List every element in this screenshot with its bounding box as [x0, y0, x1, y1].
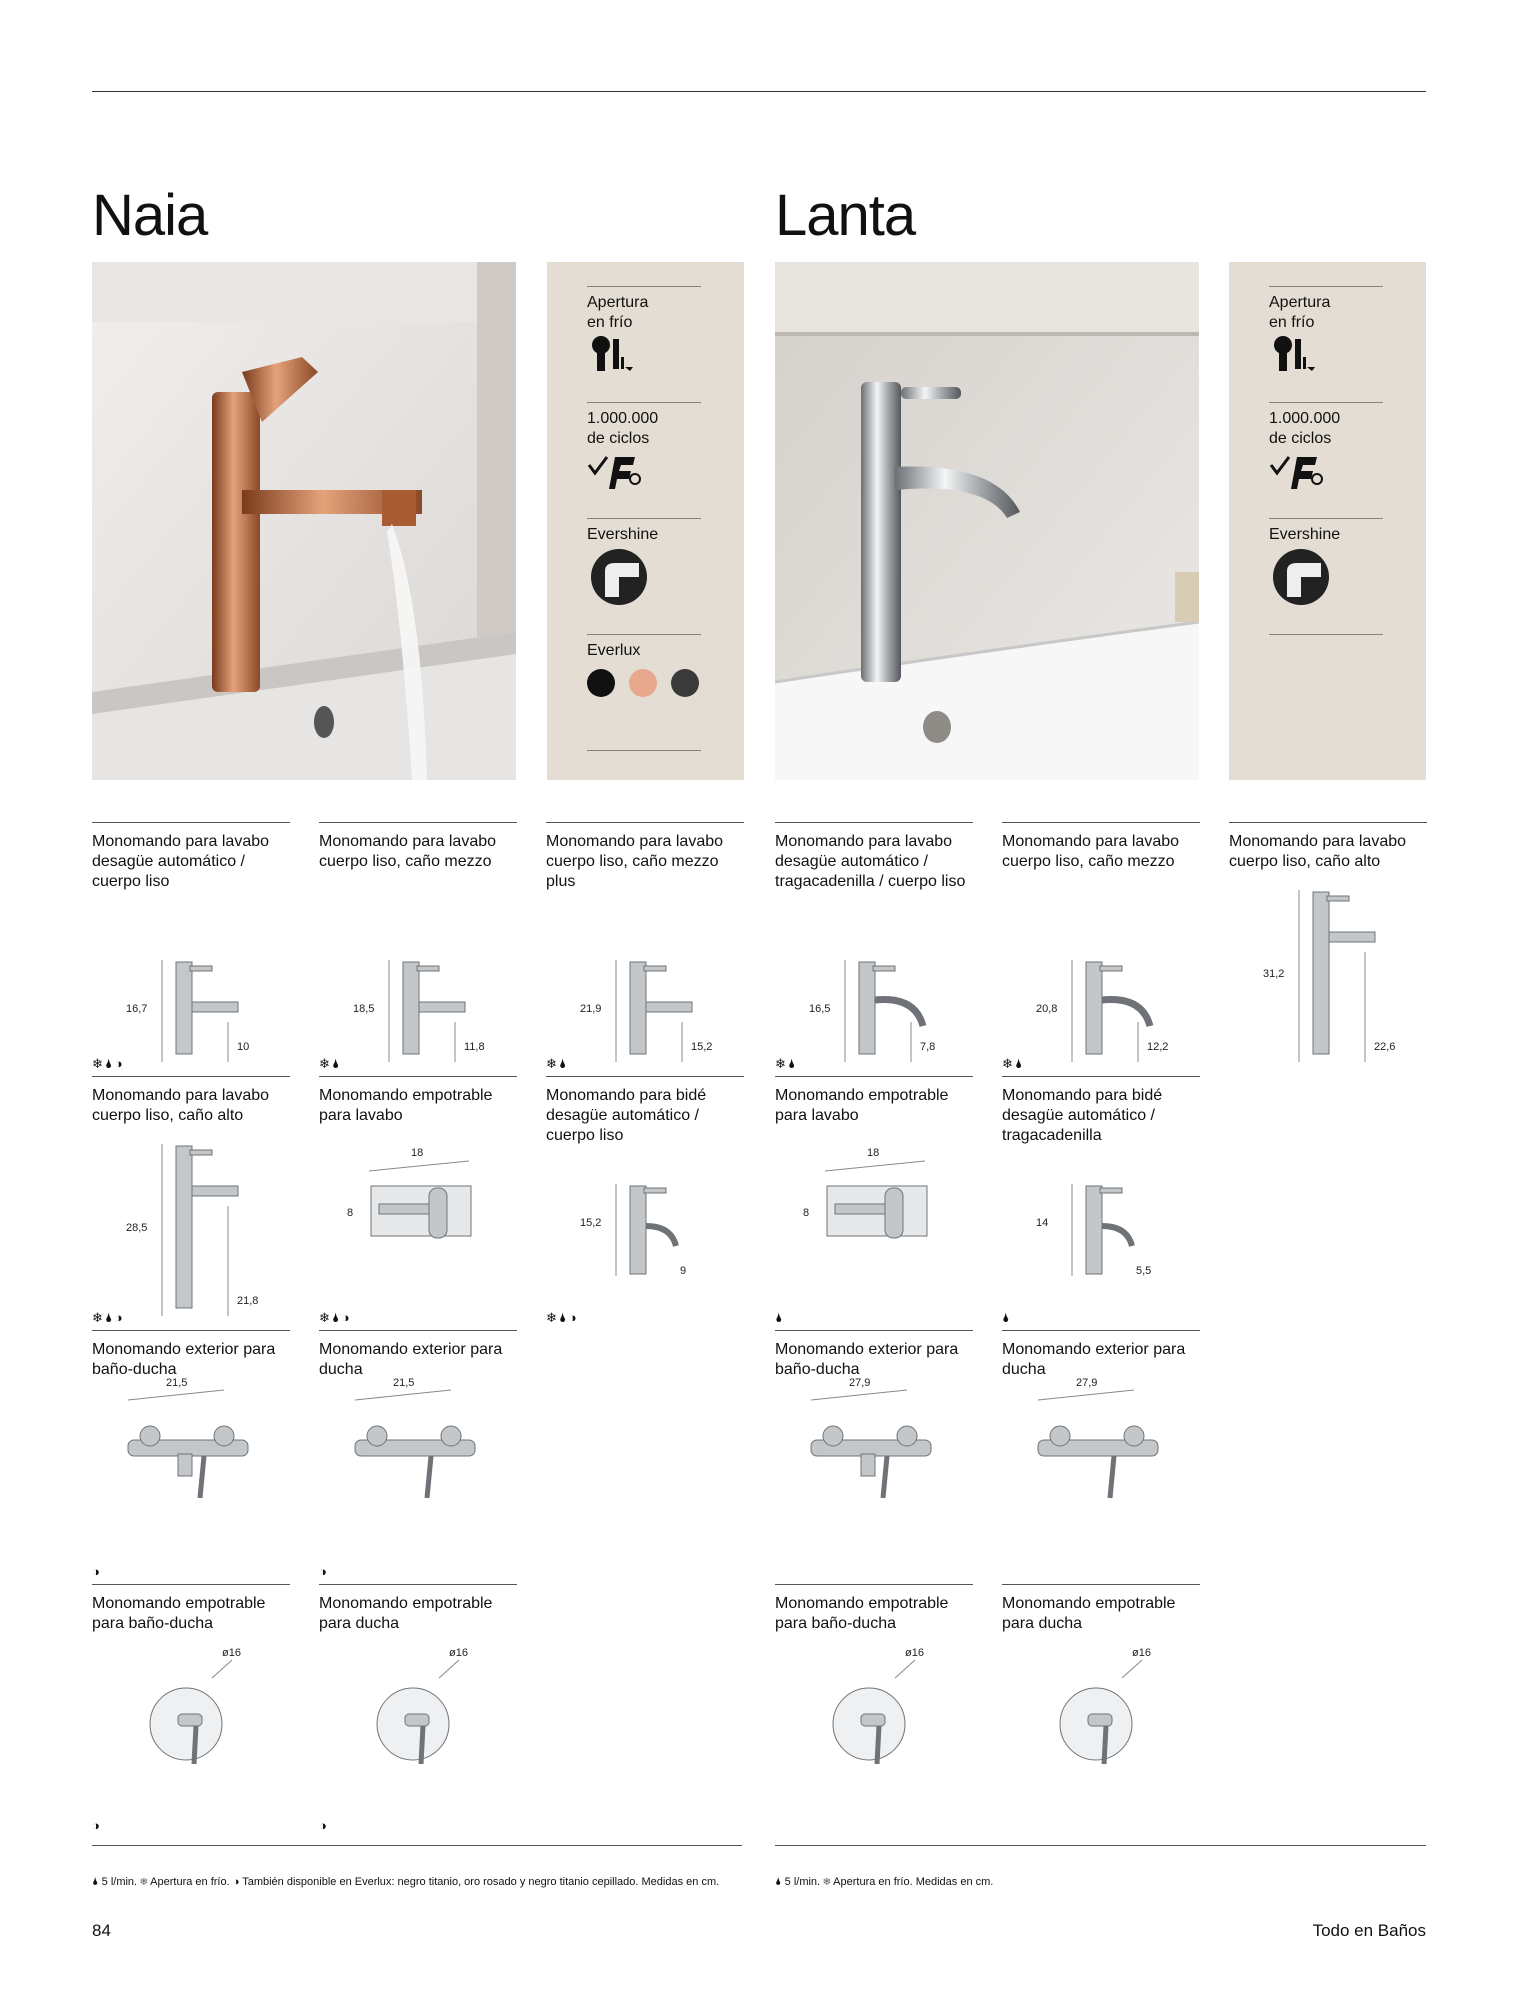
- dimension-label: 18: [867, 1147, 880, 1159]
- section-title-naia: Naia: [92, 183, 208, 248]
- dimension-label: 8: [347, 1207, 354, 1219]
- product-title: Monomando exterior para ducha: [1002, 1341, 1186, 1378]
- product-feature-symbols: ❄🌢◑: [546, 1310, 579, 1325]
- product-card: [775, 1584, 973, 1834]
- top-rule: [92, 91, 1426, 92]
- dimension-label: 16,5: [809, 1003, 831, 1015]
- product-feature-symbols: ◑: [319, 1818, 329, 1833]
- dimension-label: 14: [1036, 1217, 1049, 1229]
- dimension-label: 15,2: [580, 1217, 602, 1229]
- dimension-label: 22,6: [1374, 1041, 1396, 1053]
- product-feature-symbols: ❄🌢: [319, 1056, 342, 1071]
- swatch-titanium: [671, 669, 699, 697]
- product-title: Monomando exterior para ducha: [319, 1341, 503, 1378]
- product-feature-symbols: ❄🌢◑: [92, 1056, 125, 1071]
- product-title: Monomando para lavabo desagüe automático / cuerpo liso: [92, 833, 270, 890]
- swatch-black: [587, 669, 615, 697]
- product-card: [319, 1076, 517, 1326]
- product-card: [775, 1330, 973, 1580]
- product-feature-symbols: ❄🌢◑: [92, 1310, 125, 1325]
- product-card: [1002, 1076, 1200, 1326]
- dimension-label: 21,9: [580, 1003, 602, 1015]
- footnote-lanta: 🌢 5 l/min. ❄ Apertura en frío. Medidas en cm.: [775, 1876, 994, 1888]
- dimension-label: ø16: [222, 1647, 241, 1659]
- product-feature-symbols: ◑: [92, 1818, 102, 1833]
- product-card: [1002, 1584, 1200, 1834]
- product-card: [92, 1330, 290, 1580]
- product-card: [92, 822, 290, 1072]
- dimension-label: 31,2: [1263, 968, 1285, 980]
- cycles-icon: [587, 449, 647, 495]
- feature-label: Evershine: [1269, 526, 1341, 543]
- footnote-naia: 🌢 5 l/min. ❄ Apertura en frío. ◑ También disponible en Everlux: negro titanio, oro rosado y negro titanio cepillado. Medidas en cm.: [92, 1876, 720, 1888]
- product-card: [1002, 1330, 1200, 1580]
- dimension-label: ø16: [449, 1647, 468, 1659]
- cycles-icon: [1269, 449, 1329, 495]
- section-footer: Todo en Baños: [1312, 1921, 1426, 1940]
- dimension-label: 16,7: [126, 1003, 148, 1015]
- product-title: Monomando para lavabo cuerpo liso, caño mezzo: [1002, 833, 1180, 870]
- dimension-label: 11,8: [464, 1041, 485, 1053]
- product-title: Monomando para lavabo cuerpo liso, caño mezzo plus: [546, 833, 724, 890]
- product-title: Monomando para lavabo cuerpo liso, caño alto: [92, 1087, 270, 1124]
- evershine-icon: [1269, 545, 1333, 609]
- product-title: Monomando empotrable para baño-ducha: [92, 1595, 266, 1632]
- feature-cold-open: [1269, 286, 1383, 393]
- dimension-label: 10: [237, 1041, 250, 1053]
- product-title: Monomando empotrable para lavabo: [319, 1087, 493, 1124]
- page-number: 84: [92, 1921, 111, 1940]
- dimension-label: 15,2: [691, 1041, 713, 1053]
- product-card: [1229, 822, 1427, 1072]
- dimension-label: 27,9: [1076, 1377, 1098, 1389]
- dimension-label: ø16: [905, 1647, 924, 1659]
- product-title: Monomando empotrable para baño-ducha: [775, 1595, 949, 1632]
- product-feature-symbols: ❄🌢: [1002, 1056, 1025, 1071]
- product-card: [319, 1330, 517, 1580]
- feature-label: Apertura en frío: [587, 294, 649, 331]
- feature-label: Apertura en frío: [1269, 294, 1331, 331]
- product-card: [775, 1076, 973, 1326]
- dimension-label: 28,5: [126, 1222, 148, 1234]
- product-card: [319, 822, 517, 1072]
- feature-evershine: [1269, 518, 1383, 625]
- cold-open-icon: [1269, 333, 1329, 379]
- dimension-label: 18: [411, 1147, 424, 1159]
- footer-rule-left: [92, 1845, 742, 1846]
- dimension-label: 9: [680, 1265, 687, 1277]
- everlux-swatches: [587, 661, 707, 701]
- feature-cold-open: [587, 286, 701, 393]
- product-card: [319, 1584, 517, 1834]
- product-title: Monomando para lavabo cuerpo liso, caño mezzo: [319, 833, 497, 870]
- panel-end-rule: [587, 750, 701, 751]
- product-card: [546, 1076, 744, 1326]
- product-feature-symbols: ❄🌢: [546, 1056, 569, 1071]
- product-title: Monomando para lavabo cuerpo liso, caño alto: [1229, 833, 1407, 870]
- dimension-label: 12,2: [1147, 1041, 1169, 1053]
- product-card: [546, 822, 744, 1072]
- dimension-label: 20,8: [1036, 1003, 1058, 1015]
- product-feature-symbols: ❄🌢: [775, 1056, 798, 1071]
- panel-end-rule: [1269, 634, 1383, 635]
- feature-evershine: [587, 518, 701, 625]
- product-card: [775, 822, 973, 1072]
- product-title: Monomando exterior para baño-ducha: [775, 1341, 959, 1378]
- dimension-label: 18,5: [353, 1003, 375, 1015]
- dimension-label: 8: [803, 1207, 810, 1219]
- product-feature-symbols: ◑: [319, 1564, 329, 1579]
- dimension-label: 21,8: [237, 1295, 259, 1307]
- feature-everlux: [587, 634, 701, 741]
- feature-label: Evershine: [587, 526, 659, 543]
- product-title: Monomando para bidé desagüe automático / tragacadenilla: [1002, 1087, 1163, 1144]
- dimension-label: 21,5: [166, 1377, 188, 1389]
- lanta-photo: [775, 262, 1199, 780]
- lanta-features-panel: [1229, 262, 1426, 780]
- product-feature-symbols: 🌢: [775, 1310, 785, 1325]
- dimension-label: 5,5: [1136, 1265, 1152, 1277]
- feature-cycles: [1269, 402, 1383, 509]
- section-title-lanta: Lanta: [775, 183, 916, 248]
- dimension-label: ø16: [1132, 1647, 1151, 1659]
- naia-photo: [92, 262, 516, 780]
- naia-features-panel: [547, 262, 744, 780]
- product-title: Monomando empotrable para ducha: [1002, 1595, 1176, 1632]
- product-feature-symbols: ❄🌢◑: [319, 1310, 352, 1325]
- product-title: Monomando para bidé desagüe automático / cuerpo liso: [546, 1087, 707, 1144]
- product-title: Monomando para lavabo desagüe automático / tragacadenilla / cuerpo liso: [775, 833, 966, 890]
- product-card: [92, 1076, 290, 1326]
- product-feature-symbols: 🌢: [1002, 1310, 1012, 1325]
- product-title: Monomando exterior para baño-ducha: [92, 1341, 276, 1378]
- feature-label: Everlux: [587, 642, 641, 659]
- product-title: Monomando empotrable para ducha: [319, 1595, 493, 1632]
- product-title: Monomando empotrable para lavabo: [775, 1087, 949, 1124]
- feature-label: 1.000.000 de ciclos: [587, 410, 659, 447]
- product-feature-symbols: ◑: [92, 1564, 102, 1579]
- feature-cycles: [587, 402, 701, 509]
- swatch-rose-gold: [629, 669, 657, 697]
- cold-open-icon: [587, 333, 647, 379]
- footer-rule-right: [775, 1845, 1426, 1846]
- dimension-label: 21,5: [393, 1377, 415, 1389]
- dimension-label: 7,8: [920, 1041, 936, 1053]
- product-card: [1002, 822, 1200, 1072]
- feature-label: 1.000.000 de ciclos: [1269, 410, 1341, 447]
- dimension-label: 27,9: [849, 1377, 871, 1389]
- evershine-icon: [587, 545, 651, 609]
- product-card: [92, 1584, 290, 1834]
